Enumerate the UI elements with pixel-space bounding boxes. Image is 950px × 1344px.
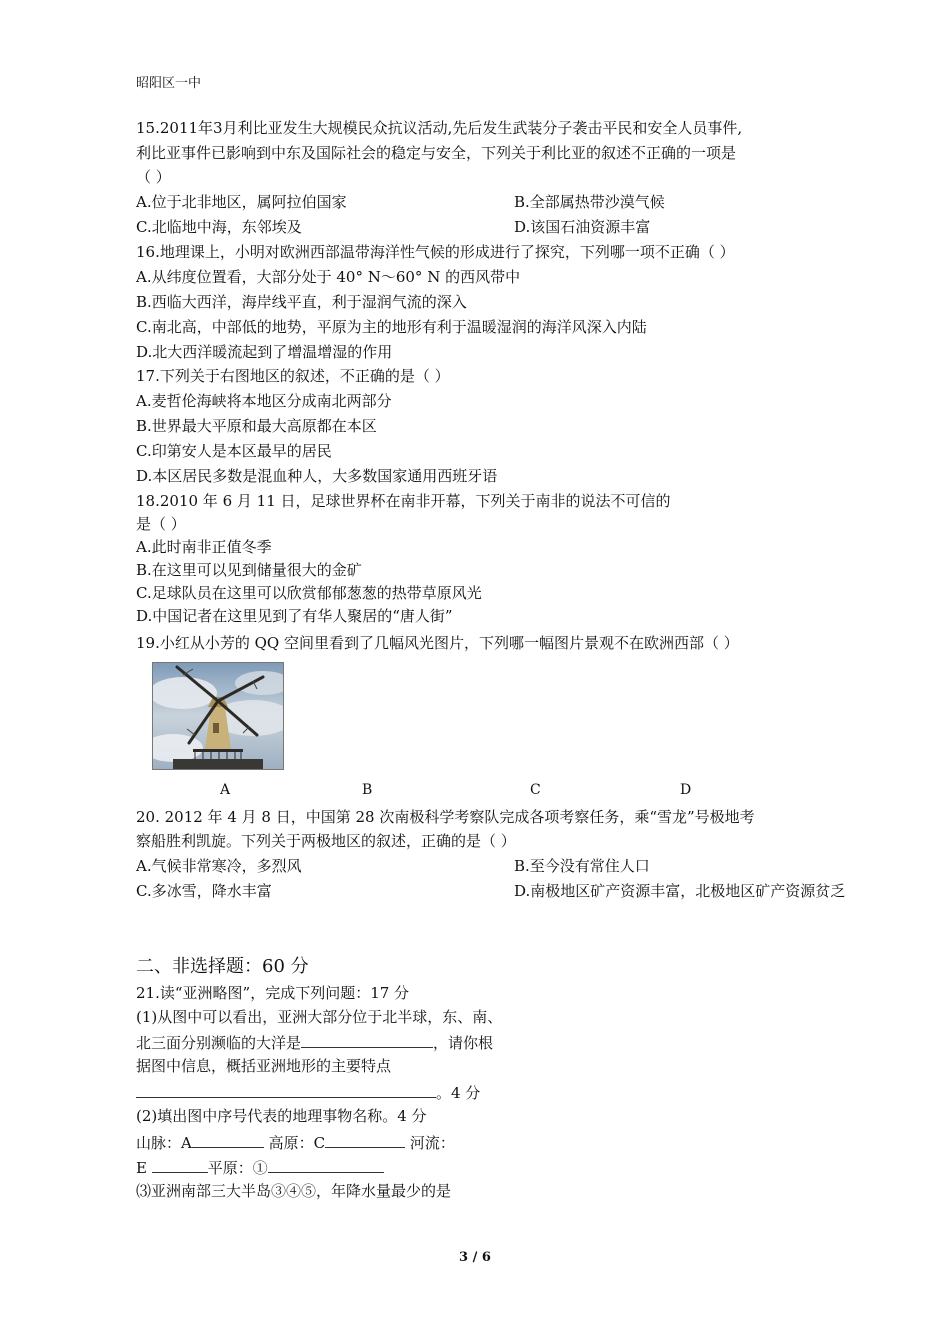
q15-line2: 利比亚事件已影响到中东及国际社会的稳定与安全，下列关于利比亚的叙述不正确的一项是 <box>136 144 737 162</box>
q17-option-a: A.麦哲伦海峡将本地区分成南北两部分 <box>136 392 392 410</box>
q20-options-row1 <box>136 856 650 876</box>
q16-option-d: D.北大西洋暖流起到了增温增湿的作用 <box>136 343 393 361</box>
q21-line7 <box>136 1131 455 1153</box>
q20-option-c: C.多冰雪，降水丰富 <box>136 882 272 900</box>
q15-line3: （ ） <box>136 168 171 186</box>
q16-option-a: A.从纬度位置看，大部分处于 40° N～60° N 的西风带中 <box>136 268 521 286</box>
q21-line3-tail: ，请你根 <box>433 1034 494 1052</box>
q16-option-b: B.西临大西洋，海岸线平直，利于湿润气流的深入 <box>136 293 467 311</box>
windmill-illustration <box>153 663 283 769</box>
q21-line4: 据图中信息，概括亚洲地形的主要特点 <box>136 1057 392 1075</box>
plain-label: 平原：① <box>207 1159 268 1177</box>
q19-label-a: A <box>220 782 231 798</box>
q21-line3 <box>136 1031 493 1053</box>
section-title: 二、非选择题：60 分 <box>136 956 309 977</box>
q21-line5-tail: 。4 分 <box>436 1084 481 1102</box>
q15-options-row1 <box>136 192 665 212</box>
q18-option-c: C.足球队员在这里可以欣赏郁郁葱葱的热带草原风光 <box>136 584 482 602</box>
q20-line2: 察船胜利凯旋。下列关于两极地区的叙述，正确的是（ ） <box>136 832 516 850</box>
river-label: 河流： <box>405 1134 455 1152</box>
q15-line1: 15.2011年3月利比亚发生大规模民众抗议活动,先后发生武装分子袭击平民和安全人员事件, <box>136 119 743 137</box>
q19-label-b: B <box>362 782 373 798</box>
q15-options-row2 <box>136 217 651 237</box>
q20-option-a: A.气候非常寒冷，多烈风 <box>136 857 302 875</box>
q20-options-row2 <box>136 881 846 901</box>
q18-line1: 18.2010 年 6 月 11 日，足球世界杯在南非开幕，下列关于南非的说法不可信的 <box>136 492 671 510</box>
q18-option-d: D.中国记者在这里见到了有华人聚居的“唐人街” <box>136 607 453 625</box>
q21-line6: (2)填出图中序号代表的地理事物名称。4 分 <box>136 1107 427 1125</box>
q21-line2: (1)从图中可以看出，亚洲大部分位于北半球，东、南、 <box>136 1008 503 1026</box>
q15-option-b: B.全部属热带沙漠气候 <box>514 193 665 211</box>
q15-option-c: C.北临地中海，东邻埃及 <box>136 218 302 236</box>
q21-line8 <box>136 1156 384 1178</box>
q18-line2: 是（ ） <box>136 515 186 533</box>
answer-blank-plain-1[interactable] <box>268 1156 384 1173</box>
q19-line1: 19.小红从小芳的 QQ 空间里看到了几幅风光图片，下列哪一幅图片景观不在欧洲西部（ ） <box>136 634 739 652</box>
answer-blank-river-e[interactable] <box>152 1156 208 1173</box>
page-number: 3 / 6 <box>459 1250 491 1265</box>
answer-blank-mountain-a[interactable] <box>192 1131 264 1148</box>
q20-line1: 20. 2012 年 4 月 8 日，中国第 28 次南极科学考察队完成各项考察任务，乘“雪龙”号极地考 <box>136 808 755 826</box>
q18-option-b: B.在这里可以见到储量很大的金矿 <box>136 561 362 579</box>
q19-label-d: D <box>680 782 692 798</box>
header-school: 昭阳区一中 <box>136 76 202 91</box>
q20-option-d: D.南极地区矿产资源丰富，北极地区矿产资源贫乏 <box>514 882 846 900</box>
q15-option-a: A.位于北非地区，属阿拉伯国家 <box>136 193 347 211</box>
q16-line1: 16.地理课上，小明对欧洲西部温带海洋性气候的形成进行了探究，下列哪一项不正确（ ） <box>136 243 735 261</box>
river-e-label: E <box>136 1159 152 1177</box>
plateau-label: 高原：C <box>263 1134 326 1152</box>
answer-blank-oceans[interactable] <box>301 1031 433 1048</box>
q21-line9: ⑶亚洲南部三大半岛③④⑤，年降水量最少的是 <box>136 1182 452 1200</box>
mountain-label: 山脉：A <box>136 1134 192 1152</box>
q21-line1: 21.读“亚洲略图”，完成下列问题：17 分 <box>136 984 410 1002</box>
q21-line3-text: 北三面分别濒临的大洋是 <box>136 1034 302 1052</box>
answer-blank-terrain[interactable] <box>136 1081 436 1098</box>
answer-blank-plateau-c[interactable] <box>325 1131 405 1148</box>
q17-line1: 17.下列关于右图地区的叙述，不正确的是（ ） <box>136 367 450 385</box>
q18-option-a: A.此时南非正值冬季 <box>136 538 272 556</box>
q21-line5 <box>136 1081 480 1103</box>
q17-option-c: C.印第安人是本区最早的居民 <box>136 442 332 460</box>
q17-option-b: B.世界最大平原和最大高原都在本区 <box>136 417 377 435</box>
q17-option-d: D.本区居民多数是混血种人，大多数国家通用西班牙语 <box>136 467 498 485</box>
q20-option-b: B.至今没有常住人口 <box>514 857 650 875</box>
windmill-photo <box>152 662 284 770</box>
q16-option-c: C.南北高，中部低的地势，平原为主的地形有利于温暖湿润的海洋风深入内陆 <box>136 318 647 336</box>
q19-label-c: C <box>530 782 541 798</box>
q15-option-d: D.该国石油资源丰富 <box>514 218 651 236</box>
